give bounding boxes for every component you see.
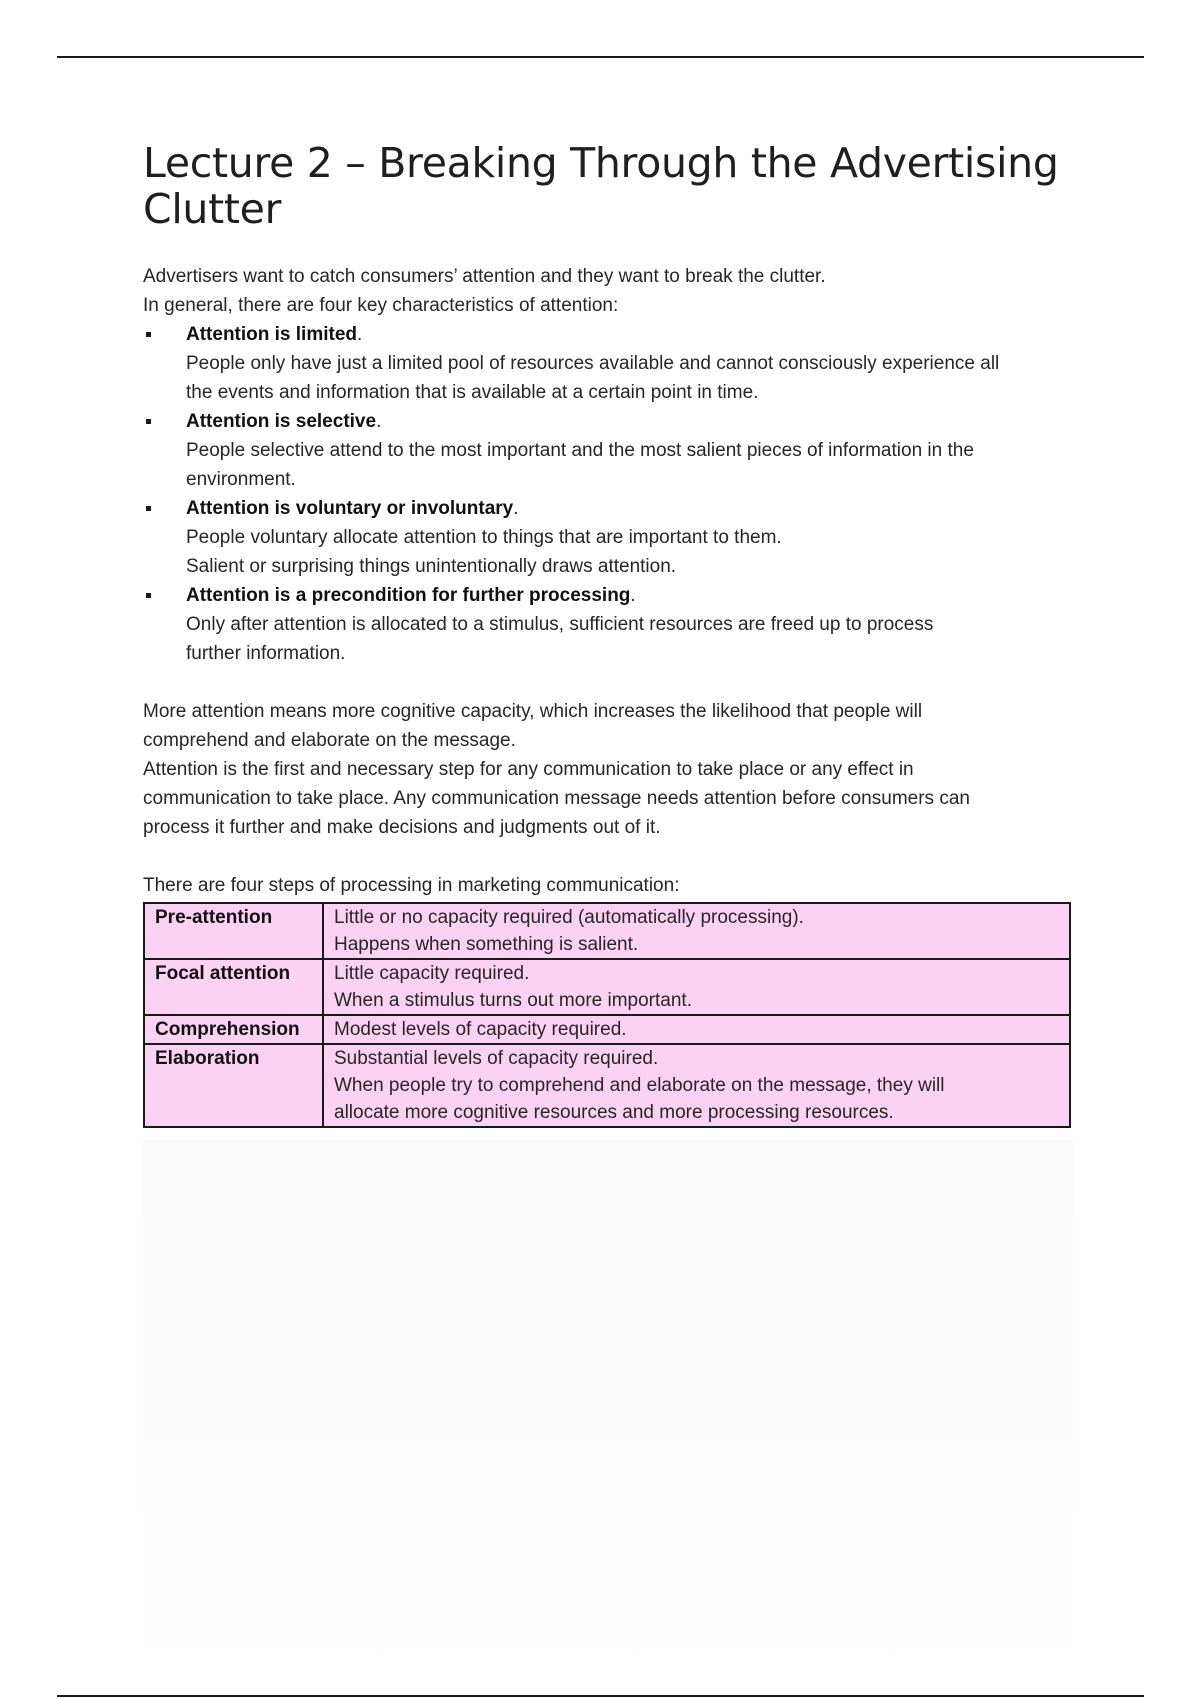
table-intro: There are four steps of processing in marketing communication: [143, 875, 680, 896]
intro-line: Advertisers want to catch consumers’ attention and they want to break the clutter. [143, 266, 826, 287]
characteristics-list [143, 320, 1071, 668]
footer-rule [57, 1695, 1144, 1697]
step-name: Elaboration [144, 1044, 323, 1127]
step-name: Comprehension [144, 1015, 323, 1044]
table-row [144, 1015, 1070, 1044]
square-bullet-icon [146, 332, 151, 337]
characteristic-heading: Attention is a precondition for further processing [186, 585, 631, 606]
page-title: Lecture 2 – Breaking Through the Advertising Clutter [143, 139, 1059, 233]
characteristic-text: People only have just a limited pool of resources available and cannot consciously experience all [186, 353, 1000, 374]
step-description: Little capacity required. When a stimulus turns out more important. [323, 959, 1070, 1015]
characteristic-heading: Attention is selective [186, 411, 377, 432]
list-item: Attention is selective. People selective attend to the most important and the most salient pieces of information in the environment. [143, 407, 1071, 494]
header-rule [57, 56, 1144, 58]
processing-steps-table [143, 902, 1071, 1128]
characteristic-text: further information. [186, 643, 346, 664]
characteristic-text: Only after attention is allocated to a stimulus, sufficient resources are freed up to process [186, 614, 934, 635]
step-description: Substantial levels of capacity required. When people try to comprehend and elaborate on the message, they will allocate more cognitive resources and more processing resources. [323, 1044, 1070, 1127]
paragraph-line: comprehend and elaborate on the message. [143, 730, 516, 751]
square-bullet-icon [146, 419, 151, 424]
table-row [144, 959, 1070, 1015]
table-row [144, 1044, 1070, 1127]
blank-page-area [143, 1140, 1073, 1695]
square-bullet-icon [146, 593, 151, 598]
square-bullet-icon [146, 506, 151, 511]
characteristic-heading: Attention is limited [186, 324, 357, 345]
characteristic-heading: Attention is voluntary or involuntary [186, 498, 514, 519]
characteristic-text: environment. [186, 469, 296, 490]
list-item: Attention is voluntary or involuntary. People voluntary allocate attention to things that are important to them. Salient or surprising things unintentionally draws attention. [143, 494, 1071, 581]
table-row [144, 903, 1070, 959]
document-body [143, 140, 1071, 1128]
paragraph-line: Attention is the first and necessary step for any communication to take place or any effect in [143, 759, 914, 780]
step-description: Modest levels of capacity required. [323, 1015, 1070, 1044]
step-description: Little or no capacity required (automatically processing). Happens when something is salient. [323, 903, 1070, 959]
characteristic-text: People selective attend to the most important and the most salient pieces of information in the [186, 440, 974, 461]
paragraph-line: process it further and make decisions and judgments out of it. [143, 817, 661, 838]
characteristic-text: Salient or surprising things unintentionally draws attention. [186, 556, 677, 577]
list-item: Attention is a precondition for further processing. Only after attention is allocated to a stimulus, sufficient resources are freed up to process further information. [143, 581, 1071, 668]
step-name: Focal attention [144, 959, 323, 1015]
list-item: Attention is limited. People only have just a limited pool of resources available and cannot consciously experience all the events and information that is available at a certain point in time. [143, 320, 1071, 407]
paragraph-line: communication to take place. Any communication message needs attention before consumers can [143, 788, 970, 809]
characteristic-text: People voluntary allocate attention to things that are important to them. [186, 527, 782, 548]
characteristic-text: the events and information that is available at a certain point in time. [186, 382, 759, 403]
step-name: Pre-attention [144, 903, 323, 959]
paragraph-line: More attention means more cognitive capacity, which increases the likelihood that people will [143, 701, 923, 722]
intro-line: In general, there are four key characteristics of attention: [143, 295, 619, 316]
